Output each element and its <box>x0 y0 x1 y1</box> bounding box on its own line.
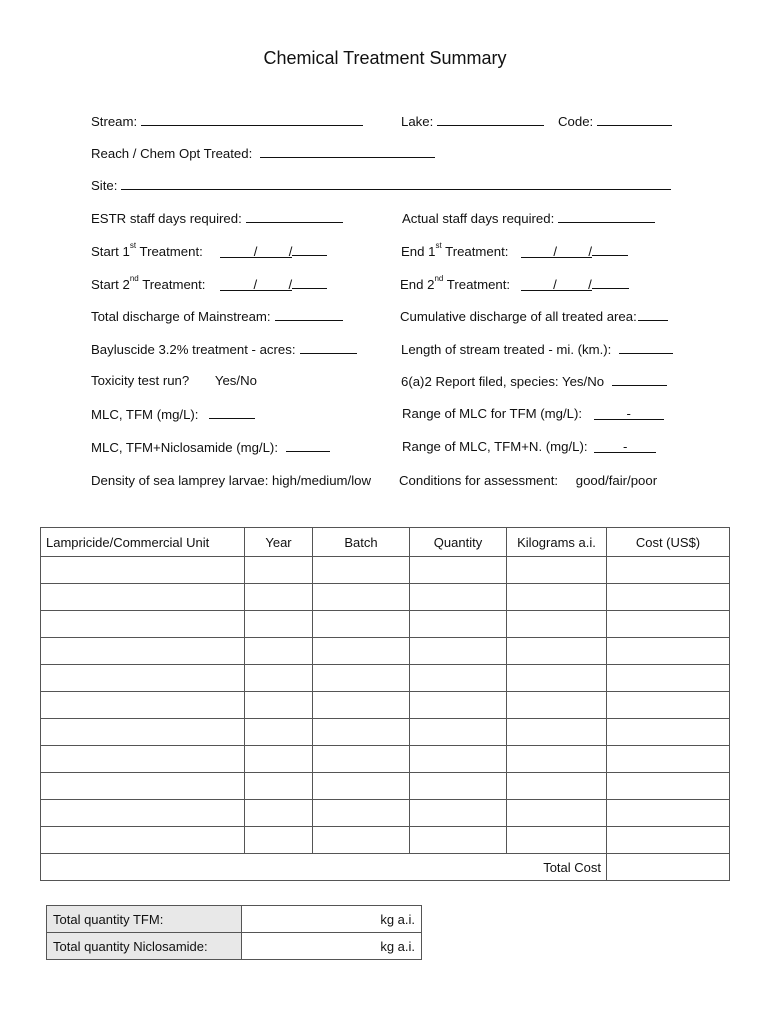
bayluscide-label: Bayluscide 3.2% treatment - acres: <box>91 342 296 357</box>
stream-label: Stream: <box>91 114 138 129</box>
cell-quantity[interactable] <box>410 827 507 854</box>
lake-blank[interactable] <box>437 113 544 126</box>
table-row <box>41 800 730 827</box>
toxicity-options[interactable]: Yes/No <box>214 373 257 388</box>
report-label: 6(a)2 Report filed, species: Yes/No <box>401 374 605 389</box>
end1-date-blank[interactable]: / / <box>521 242 628 259</box>
cell-quantity[interactable] <box>410 773 507 800</box>
total-niclosamide-label: Total quantity Niclosamide: <box>47 933 242 960</box>
estr-blank[interactable] <box>246 210 343 223</box>
actual-blank[interactable] <box>558 210 655 223</box>
cell-kilograms[interactable] <box>507 557 607 584</box>
cell-year[interactable] <box>245 692 313 719</box>
code-field[interactable] <box>558 113 672 129</box>
cumulative-label: Cumulative discharge of all treated area: <box>400 309 637 324</box>
cell-lampricide[interactable] <box>41 692 245 719</box>
conditions-label: Conditions for assessment: <box>399 473 559 488</box>
cell-cost[interactable] <box>607 827 730 854</box>
start1-label: Start 1st Treatment: <box>91 241 203 259</box>
cell-cost[interactable] <box>607 557 730 584</box>
table-header-row <box>41 528 730 557</box>
end1-label: End 1st Treatment: <box>401 241 509 259</box>
total-niclosamide-value[interactable]: kg a.i. <box>242 933 422 960</box>
cell-batch[interactable] <box>313 719 410 746</box>
total-discharge-label: Total discharge of Mainstream: <box>91 309 271 324</box>
cell-kilograms[interactable] <box>507 692 607 719</box>
total-tfm-value[interactable]: kg a.i. <box>242 906 422 933</box>
start2-field[interactable] <box>91 275 327 292</box>
page-title: Chemical Treatment Summary <box>263 48 507 68</box>
cell-quantity[interactable] <box>410 665 507 692</box>
cell-lampricide[interactable] <box>41 584 245 611</box>
cell-batch[interactable] <box>313 773 410 800</box>
cell-lampricide[interactable] <box>41 773 245 800</box>
site-field[interactable] <box>91 177 671 193</box>
cell-batch[interactable] <box>313 638 410 665</box>
table-row <box>41 746 730 773</box>
code-blank[interactable] <box>597 113 672 126</box>
cell-batch[interactable] <box>313 800 410 827</box>
report-field[interactable] <box>401 373 667 389</box>
cell-cost[interactable] <box>607 773 730 800</box>
cell-kilograms[interactable] <box>507 638 607 665</box>
bayluscide-blank[interactable] <box>300 341 357 354</box>
cell-cost[interactable] <box>607 719 730 746</box>
start1-field[interactable] <box>91 242 327 259</box>
cell-year[interactable] <box>245 773 313 800</box>
reach-label: Reach / Chem Opt Treated: <box>91 146 253 161</box>
table-row <box>41 692 730 719</box>
table-row <box>41 719 730 746</box>
col-header-cost: Cost (US$) <box>607 528 730 557</box>
cell-batch[interactable] <box>313 746 410 773</box>
cell-cost[interactable] <box>607 692 730 719</box>
conditions-field <box>399 473 657 488</box>
mlc-tfm-field[interactable] <box>91 406 255 422</box>
length-field[interactable] <box>401 341 673 357</box>
cell-year[interactable] <box>245 746 313 773</box>
cell-cost[interactable] <box>607 611 730 638</box>
cell-quantity[interactable] <box>410 638 507 665</box>
conditions-options[interactable]: good/fair/poor <box>575 473 658 488</box>
reach-field[interactable] <box>91 145 435 161</box>
toxicity-label: Toxicity test run? <box>91 373 190 388</box>
mlc-tfm-n-label: MLC, TFM+Niclosamide (mg/L): <box>91 440 278 455</box>
summary-table <box>46 905 422 960</box>
total-discharge-field[interactable] <box>91 308 343 324</box>
cell-year[interactable] <box>245 800 313 827</box>
toxicity-field[interactable] <box>91 373 257 388</box>
start1-date-blank[interactable]: / / <box>220 242 327 259</box>
cumulative-field[interactable] <box>400 308 668 324</box>
col-header-kilograms: Kilograms a.i. <box>507 528 607 557</box>
cell-quantity[interactable] <box>410 584 507 611</box>
stream-blank[interactable] <box>141 113 363 126</box>
cell-year[interactable] <box>245 638 313 665</box>
site-label: Site: <box>91 178 118 193</box>
range-tfm-field[interactable] <box>402 406 664 421</box>
cell-cost[interactable] <box>607 638 730 665</box>
actual-label: Actual staff days required: <box>402 211 555 226</box>
actual-field[interactable] <box>402 210 655 226</box>
cell-year[interactable] <box>245 557 313 584</box>
mlc-tfm-n-field[interactable] <box>91 439 330 455</box>
estr-field[interactable] <box>91 210 343 226</box>
range-tfm-label: Range of MLC for TFM (mg/L): <box>402 406 583 421</box>
cell-batch[interactable] <box>313 692 410 719</box>
cell-cost[interactable] <box>607 800 730 827</box>
density-label[interactable]: Density of sea lamprey larvae: high/medium/low <box>91 473 371 488</box>
end1-field[interactable] <box>401 242 628 259</box>
cell-cost[interactable] <box>607 746 730 773</box>
end2-date-blank[interactable]: / / <box>521 275 629 292</box>
table-row <box>41 611 730 638</box>
table-row <box>41 584 730 611</box>
cell-lampricide[interactable] <box>41 746 245 773</box>
density-field <box>91 473 371 488</box>
cell-quantity[interactable] <box>410 557 507 584</box>
cell-kilograms[interactable] <box>507 746 607 773</box>
cell-batch[interactable] <box>313 611 410 638</box>
length-blank[interactable] <box>619 341 673 354</box>
cell-kilograms[interactable] <box>507 773 607 800</box>
estr-label: ESTR staff days required: <box>91 211 242 226</box>
cell-cost[interactable] <box>607 665 730 692</box>
table-total-row <box>41 854 730 881</box>
code-label: Code: <box>558 114 594 129</box>
cell-year[interactable] <box>245 611 313 638</box>
cell-kilograms[interactable] <box>507 800 607 827</box>
cell-kilograms[interactable] <box>507 611 607 638</box>
cell-lampricide[interactable] <box>41 800 245 827</box>
cell-cost[interactable] <box>607 584 730 611</box>
cell-lampricide[interactable] <box>41 611 245 638</box>
col-header-year: Year <box>245 528 313 557</box>
total-discharge-blank[interactable] <box>275 308 343 321</box>
cell-year[interactable] <box>245 827 313 854</box>
cell-lampricide[interactable] <box>41 827 245 854</box>
cell-kilograms[interactable] <box>507 827 607 854</box>
cell-lampricide[interactable] <box>41 719 245 746</box>
total-cost-label: Total Cost <box>41 854 607 881</box>
table-row <box>41 773 730 800</box>
table-row <box>41 827 730 854</box>
table-row <box>41 665 730 692</box>
col-header-quantity: Quantity <box>410 528 507 557</box>
mlc-tfm-label: MLC, TFM (mg/L): <box>91 407 199 422</box>
cell-batch[interactable] <box>313 557 410 584</box>
cell-kilograms[interactable] <box>507 665 607 692</box>
cumulative-blank[interactable] <box>638 308 668 321</box>
bayluscide-field[interactable] <box>91 341 357 357</box>
cell-lampricide[interactable] <box>41 665 245 692</box>
cell-kilograms[interactable] <box>507 584 607 611</box>
lake-label: Lake: <box>401 114 434 129</box>
col-header-lampricide: Lampricide/Commercial Unit <box>41 528 245 557</box>
summary-row-tfm <box>47 906 422 933</box>
lake-field[interactable] <box>401 113 544 129</box>
cell-year[interactable] <box>245 665 313 692</box>
end2-label: End 2nd Treatment: <box>400 274 511 292</box>
cell-quantity[interactable] <box>410 692 507 719</box>
cell-quantity[interactable] <box>410 746 507 773</box>
site-blank[interactable] <box>121 177 671 190</box>
lampricide-table <box>40 527 730 881</box>
cell-lampricide[interactable] <box>41 638 245 665</box>
cell-batch[interactable] <box>313 584 410 611</box>
table-row <box>41 557 730 584</box>
cell-quantity[interactable] <box>410 611 507 638</box>
cell-batch[interactable] <box>313 665 410 692</box>
col-header-batch: Batch <box>313 528 410 557</box>
range-tfm-n-field[interactable] <box>402 439 656 454</box>
length-label: Length of stream treated - mi. (km.): <box>401 342 612 357</box>
cell-quantity[interactable] <box>410 719 507 746</box>
range-tfm-n-label: Range of MLC, TFM+N. (mg/L): <box>402 439 588 454</box>
mlc-tfm-blank[interactable] <box>209 406 255 419</box>
mlc-tfm-n-blank[interactable] <box>286 439 330 452</box>
total-tfm-label: Total quantity TFM: <box>47 906 242 933</box>
summary-row-niclosamide <box>47 933 422 960</box>
start2-label: Start 2nd Treatment: <box>91 274 206 292</box>
end2-field[interactable] <box>400 275 629 292</box>
table-row <box>41 638 730 665</box>
cell-kilograms[interactable] <box>507 719 607 746</box>
reach-blank[interactable] <box>260 145 435 158</box>
range-tfm-blank[interactable]: - <box>594 406 664 420</box>
stream-field[interactable] <box>91 113 363 129</box>
cell-quantity[interactable] <box>410 800 507 827</box>
cell-batch[interactable] <box>313 827 410 854</box>
cell-year[interactable] <box>245 584 313 611</box>
cell-year[interactable] <box>245 719 313 746</box>
start2-date-blank[interactable]: / / <box>220 275 327 292</box>
cell-lampricide[interactable] <box>41 557 245 584</box>
range-tfm-n-blank[interactable]: - <box>594 439 656 453</box>
report-blank[interactable] <box>612 373 667 386</box>
total-cost-cell[interactable] <box>607 854 730 881</box>
